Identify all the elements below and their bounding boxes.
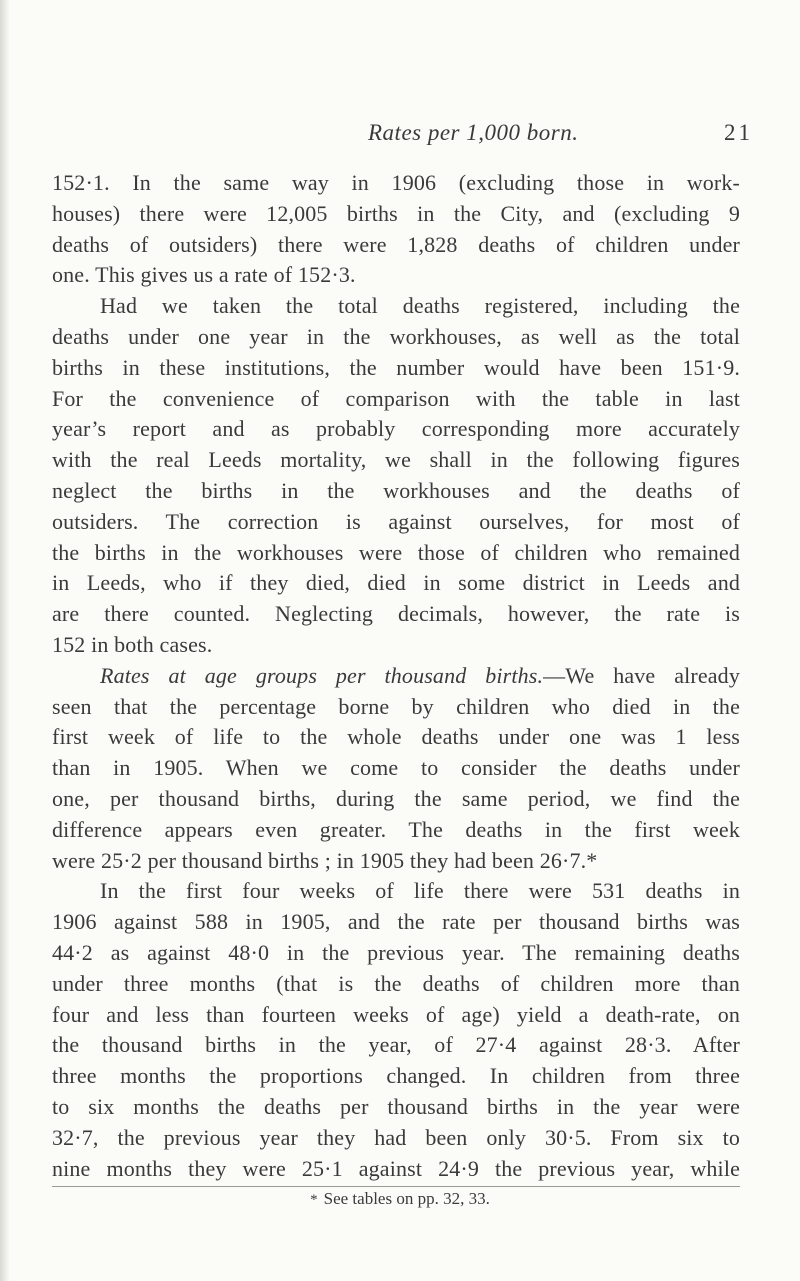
text-line: are there counted. Neglecting decimals, however, the rate is — [52, 601, 740, 627]
text-line: three months the proportions changed. In children from three — [52, 1063, 740, 1089]
text-line: houses) there were 12,005 births in the City, and (excluding 9 — [52, 200, 740, 226]
binding-shadow — [0, 0, 10, 1281]
text-line: were 25·2 per thousand births ; in 1905 they had been 26·7.* — [52, 847, 598, 873]
text-line: first week of life to the whole deaths under one was 1 less — [52, 724, 740, 750]
text-line: 32·7, the previous year they had been only 30·5. From six to — [52, 1124, 740, 1150]
text-line: deaths under one year in the workhouses, as well as the total — [52, 323, 740, 349]
text-line: than in 1905. When we come to consider the deaths under — [52, 755, 740, 781]
section-heading-dash: — — [543, 662, 566, 688]
text-line: In the first four weeks of life there were 531 deaths in — [100, 878, 740, 904]
text-line: with the real Leeds mortality, we shall in the following figures — [52, 447, 740, 473]
text-line: one, per thousand births, during the same period, we find the — [52, 785, 740, 811]
text-line: births in these institutions, the number would have been 151·9. — [52, 354, 740, 380]
text-line: 44·2 as against 48·0 in the previous year. The remaining deaths — [52, 939, 740, 965]
section-lead-text: We have already — [565, 662, 740, 688]
text-line: 1906 against 588 in 1905, and the rate per thousand births was — [52, 909, 740, 935]
text-line: nine months they were 25·1 against 24·9 the previous year, while — [52, 1155, 740, 1181]
text-line: outsiders. The correction is against ourselves, for most of — [52, 508, 740, 534]
body-text — [52, 168, 740, 1184]
footnote-rule — [52, 1186, 740, 1187]
text-line: the births in the workhouses were those of children who remained — [52, 539, 740, 565]
running-head — [0, 120, 800, 150]
text-line: difference appears even greater. The deaths in the first week — [52, 816, 740, 842]
running-title: Rates per 1,000 born. — [368, 120, 579, 145]
text-line: year’s report and as probably corresponding more accurately — [52, 416, 740, 442]
text-line: one. This gives us a rate of 152·3. — [52, 262, 356, 288]
text-line: to six months the deaths per thousand births in the year were — [52, 1093, 740, 1119]
text-line: Had we taken the total deaths registered, including the — [100, 293, 740, 319]
text-line: seen that the percentage borne by children who died in the — [52, 693, 740, 719]
section-heading: Rates at age groups per thousand births. — [100, 662, 544, 688]
text-line: the thousand births in the year, of 27·4 against 28·3. After — [52, 1032, 740, 1058]
text-line: under three months (that is the deaths of children more than — [52, 970, 740, 996]
footnote — [0, 1189, 800, 1209]
footnote-mark: * — [310, 1192, 318, 1208]
text-line: 152 in both cases. — [52, 631, 213, 657]
text-line: four and less than fourteen weeks of age) yield a death-rate, on — [52, 1001, 740, 1027]
text-line: neglect the births in the workhouses and the deaths of — [52, 477, 740, 503]
footnote-text: See tables on pp. 32, 33. — [323, 1189, 490, 1208]
text-line: deaths of outsiders) there were 1,828 deaths of children under — [52, 231, 740, 257]
text-line: 152·1. In the same way in 1906 (excluding those in work- — [52, 170, 740, 195]
text-line: in Leeds, who if they died, died in some district in Leeds and — [52, 570, 740, 596]
text-line: For the convenience of comparison with the table in last — [52, 385, 740, 411]
page-number: 21 — [724, 120, 753, 145]
section-lead-line — [52, 661, 740, 692]
